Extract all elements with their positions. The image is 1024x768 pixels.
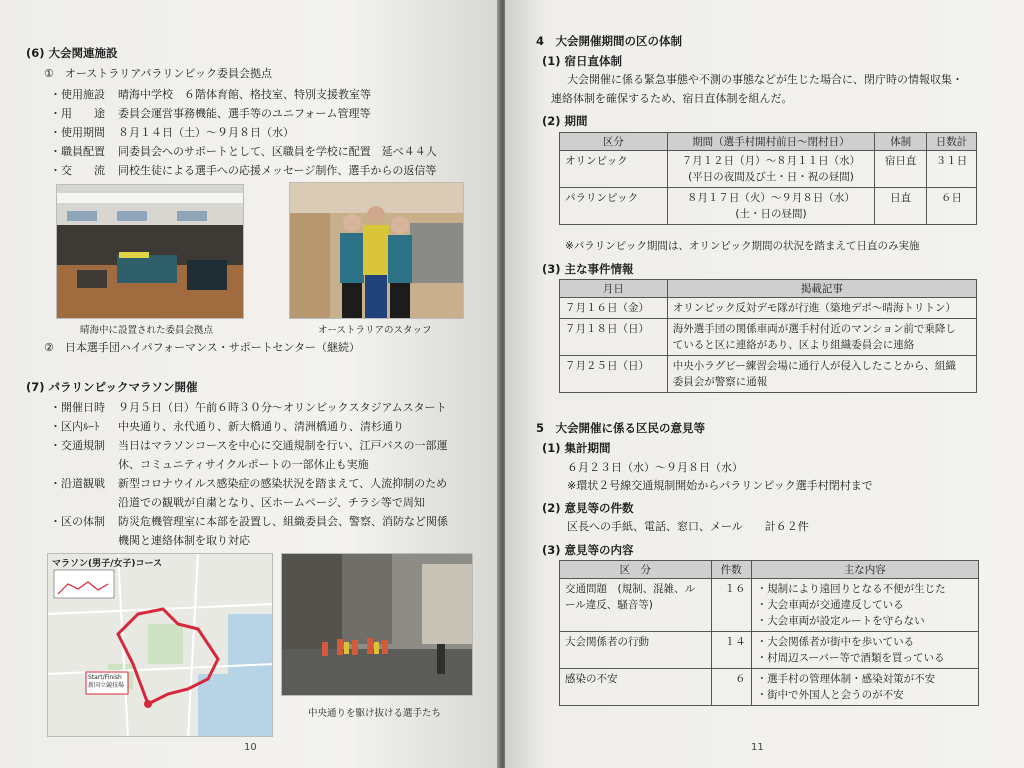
s6-row-label: ・交 流 [50, 164, 105, 177]
s6-row-text: 同委員会へのサポートとして、区職員を学校に配置 延べ４４人 [118, 145, 437, 158]
table-header: 体制 [875, 133, 927, 151]
period-days: ６日 [927, 188, 977, 225]
period-system: 日直 [875, 188, 927, 225]
s7-row-text: 休、コミュニティサイクルポートの一部休止も実施 [118, 458, 369, 471]
section-4-2-title: (2) 期間 [542, 114, 588, 128]
incident-date: ７月１８日（日） [560, 319, 668, 356]
table-header: 主な内容 [751, 561, 978, 579]
s7-row-text: 防災危機管理室に本部を設置し、組織委員会、警察、消防など関係 [118, 515, 448, 528]
section-4-3-title: (3) 主な事件情報 [542, 262, 634, 276]
s6-row-text: ８月１４日（土）～９月８日（水） [118, 126, 294, 139]
page-number-left: 10 [244, 742, 257, 753]
s7-row-label: ・区内ﾙｰﾄ [50, 420, 100, 433]
left-page [0, 0, 500, 768]
period-note: ※パラリンピック期間は、オリンピック期間の状況を踏まえて日直のみ実施 [565, 240, 920, 252]
australian-staff-photo [289, 182, 464, 319]
incident-text: 海外選手団の関係車両が選手村付近のマンション前で乗降し ていると区に連絡があり、区より組織委員会に連絡 [667, 319, 976, 356]
opinion-category: 大会関係者の行動 [560, 632, 712, 669]
s6-row-text: 晴海中学校 ６階体育館、格技室、特別支援教室等 [118, 88, 371, 101]
period-category: パラリンピック [560, 188, 668, 225]
s6-row-text: 同校生徒による選手への応援メッセージ制作、選手からの返信等 [118, 164, 437, 177]
incident-table [559, 279, 977, 393]
photo1-caption: 晴海中に設置された委員会拠点 [80, 325, 214, 336]
section-6-2-title: ② 日本選手団ハイパフォーマンス・サポートセンター（継続） [44, 341, 360, 354]
period-table [559, 132, 977, 225]
table-row [560, 319, 977, 356]
right-page [505, 0, 1024, 768]
table-header: 区 分 [560, 561, 712, 579]
section-7-heading: (7) パラリンピックマラソン開催 [26, 380, 198, 394]
s7-row-label: ・区の体制 [50, 515, 105, 528]
opinion-category: 交通問題 (規制、混雑、ル ール違反、騒音等) [560, 579, 712, 632]
s7-row-label: ・開催日時 [50, 401, 105, 414]
s6-row-label: ・使用施設 [50, 88, 105, 101]
s5-1-text: ６月２３日（水）～９月８日（水） [567, 461, 743, 474]
s7-row-label: ・交通規制 [50, 439, 105, 452]
opinion-table [559, 560, 979, 706]
table-header: 期間（選手村開村前日～閉村日） [667, 133, 874, 151]
s7-row-text: ９月５日（日）午前６時３０分～オリンピックスタジアムスタート [118, 401, 447, 414]
s6-row-label: ・使用期間 [50, 126, 105, 139]
s7-row-label: ・沿道観戦 [50, 477, 105, 490]
s7-row-text: 沿道での観戦が自粛となり、区ホームページ、チラシ等で周知 [118, 496, 425, 509]
marathon-course-map [47, 553, 273, 737]
table-row [560, 632, 979, 669]
s6-row-label: ・用 途 [50, 107, 105, 120]
opinion-count: １４ [711, 632, 751, 669]
committee-base-photo [56, 184, 244, 319]
s7-row-text: 新型コロナウイルス感染症の感染状況を踏まえて、人流抑制のため [118, 477, 448, 490]
table-row [560, 356, 977, 393]
section-5-3-title: (3) 意見等の内容 [542, 543, 634, 557]
period-days: ３１日 [927, 151, 977, 188]
section-6-1-title: ① オーストラリアパラリンピック委員会拠点 [44, 67, 272, 80]
opinion-items: ・大会関係者が街中を歩いている ・村周辺スーパー等で酒類を買っている [751, 632, 978, 669]
s5-2-text: 区長への手紙、電話、窓口、メール 計６２件 [567, 520, 809, 533]
table-row [560, 188, 977, 225]
opinion-count: ６ [711, 669, 751, 706]
table-header: 区分 [560, 133, 668, 151]
table-header: 日数計 [927, 133, 977, 151]
s7-row-text: 中央通り、永代通り、新大橋通り、清洲橋通り、清杉通り [118, 420, 404, 433]
runners-photo [281, 553, 473, 696]
table-row [560, 151, 977, 188]
section-5-2-title: (2) 意見等の件数 [542, 501, 634, 515]
period-category: オリンピック [560, 151, 668, 188]
s5-1-note: ※環状２号線交通規制開始からパラリンピック選手村閉村まで [567, 479, 873, 492]
s4-1-text: 大会開催に係る緊急事態や不測の事態などが生じた場合に、閉庁時の情報収集・ [567, 73, 963, 86]
table-header: 月日 [560, 280, 668, 298]
s4-1-text: 連絡体制を確保するため、宿日直体制を組んだ。 [551, 92, 793, 105]
opinion-count: １６ [711, 579, 751, 632]
section-5-1-title: (1) 集計期間 [542, 441, 611, 455]
period-range: ８月１７日（火）～９月８日（水） (土・日の昼間) [667, 188, 874, 225]
period-range: ７月１２日（月）～８月１１日（水） (平日の夜間及び土・日・祝の昼間) [667, 151, 874, 188]
incident-date: ７月２５日（日） [560, 356, 668, 393]
table-row [560, 298, 977, 319]
table-header: 掲載記事 [667, 280, 976, 298]
section-4-heading: 4 大会開催期間の区の体制 [536, 34, 683, 48]
incident-text: 中央小ラグビー練習会場に通行人が侵入したことから、組織 委員会が警察に通報 [667, 356, 976, 393]
incident-text: オリンピック反対デモ隊が行進（築地デポ～晴海トリトン） [667, 298, 976, 319]
table-row [560, 669, 979, 706]
opinion-items: ・選手村の管理体制・感染対策が不安 ・街中で外国人と会うのが不安 [751, 669, 978, 706]
section-6-heading: (6) 大会関連施設 [26, 46, 118, 60]
map-title: マラソン(男子/女子)コース [52, 559, 163, 569]
table-header: 件数 [711, 561, 751, 579]
opinion-items: ・規制により遠回りとなる不便が生じた ・大会車両が交通違反している ・大会車両が設定ルートを守らない [751, 579, 978, 632]
page-number-right: 11 [751, 742, 764, 753]
s7-row-text: 機関と連絡体制を取り対応 [118, 534, 250, 547]
photo4-caption: 中央通りを駆け抜ける選手たち [308, 708, 442, 719]
map-start-label: Start/Finish 新国立競技場 [88, 674, 125, 689]
table-row [560, 579, 979, 632]
section-4-1-title: (1) 宿日直体制 [542, 54, 623, 68]
opinion-category: 感染の不安 [560, 669, 712, 706]
photo2-caption: オーストラリアのスタッフ [318, 325, 432, 336]
period-system: 宿日直 [875, 151, 927, 188]
s7-row-text: 当日はマラソンコースを中心に交通規制を行い、江戸バスの一部運 [118, 439, 448, 452]
s6-row-text: 委員会運営事務機能、選手等のユニフォーム管理等 [118, 107, 371, 120]
s6-row-label: ・職員配置 [50, 145, 105, 158]
incident-date: ７月１６日（金） [560, 298, 668, 319]
section-5-heading: 5 大会開催に係る区民の意見等 [536, 421, 705, 435]
